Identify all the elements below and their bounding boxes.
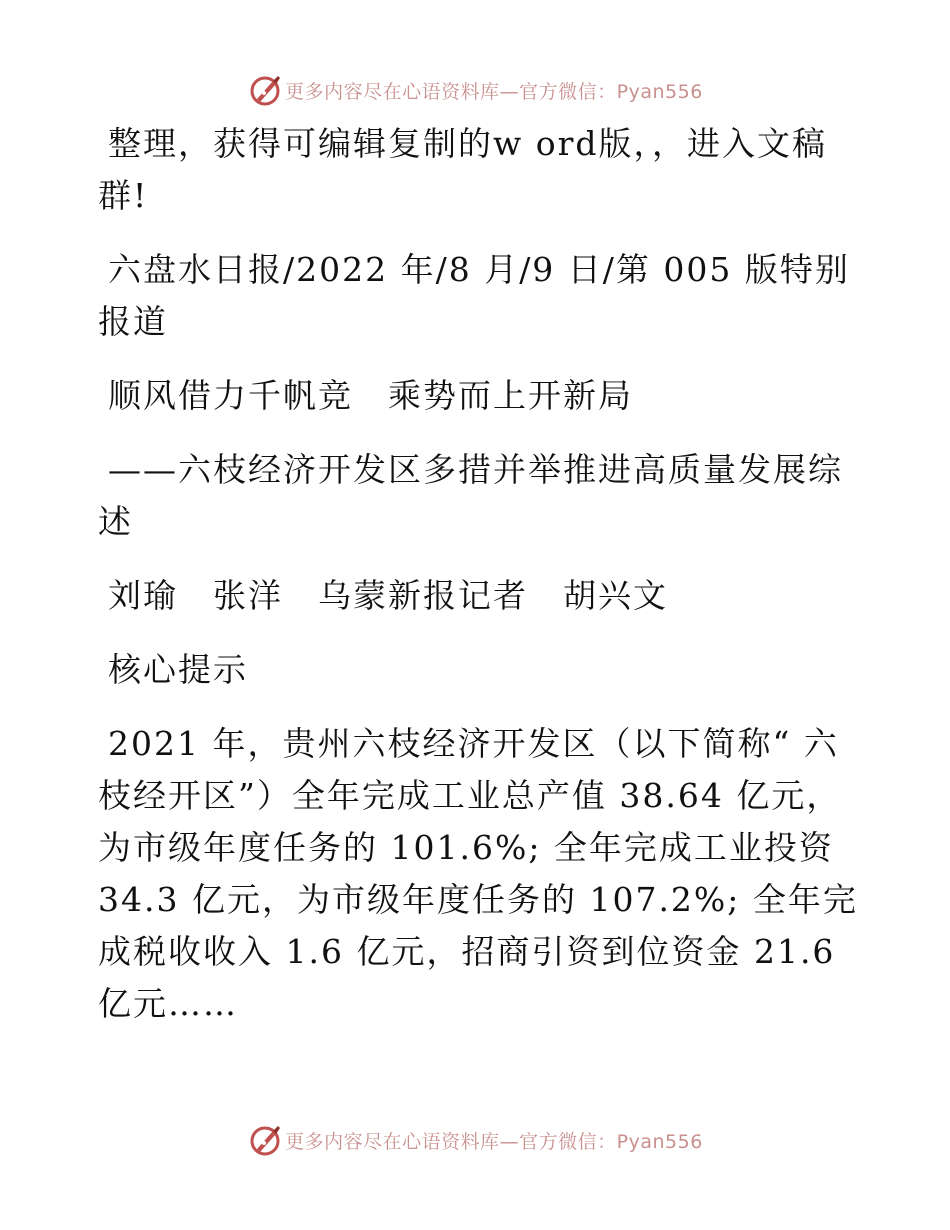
pen-nib-logo-icon (247, 1122, 283, 1158)
summary-text: 2021 年，贵州六枝经济开发区（以下简称“ 六枝经开区”）全年完成工业总产值 38.64 亿元，为市级年度任务的 101.6%; 全年完成工业投资 34.3 亿元，为市级年度任务的 107.2%; 全年完成税收收入 1.6 亿元，招商引资到位资金 21.6 亿元…… (98, 724, 858, 1023)
headline (98, 370, 858, 422)
byline-text: 刘瑜 张洋 乌蒙新报记者 胡兴文 (108, 576, 668, 615)
pen-nib-logo-icon (247, 72, 283, 108)
header-watermark (0, 70, 950, 110)
headline-text: 顺风借力千帆竞 乘势而上开新局 (108, 376, 633, 415)
section-heading-text: 核心提示 (108, 650, 248, 689)
section-heading (98, 644, 858, 696)
summary-paragraph (98, 718, 858, 1030)
subheadline (98, 444, 858, 548)
subheadline-text: ——六枝经济开发区多措并举推进高质量发展综述 (98, 450, 843, 541)
document-body (98, 118, 858, 1030)
footer-watermark (0, 1120, 950, 1160)
source-line (98, 244, 858, 348)
intro-paragraph (98, 118, 858, 222)
byline (98, 570, 858, 622)
watermark-text: 更多内容尽在心语资料库—官方微信：Pyan556 (285, 80, 703, 103)
intro-text: 整理，获得可编辑复制的w ord版，，进入文稿群! (98, 124, 828, 215)
source-text: 六盘水日报/2022 年/8 月/9 日/第 005 版特别报道 (98, 250, 850, 341)
watermark-text: 更多内容尽在心语资料库—官方微信：Pyan556 (285, 1130, 703, 1153)
